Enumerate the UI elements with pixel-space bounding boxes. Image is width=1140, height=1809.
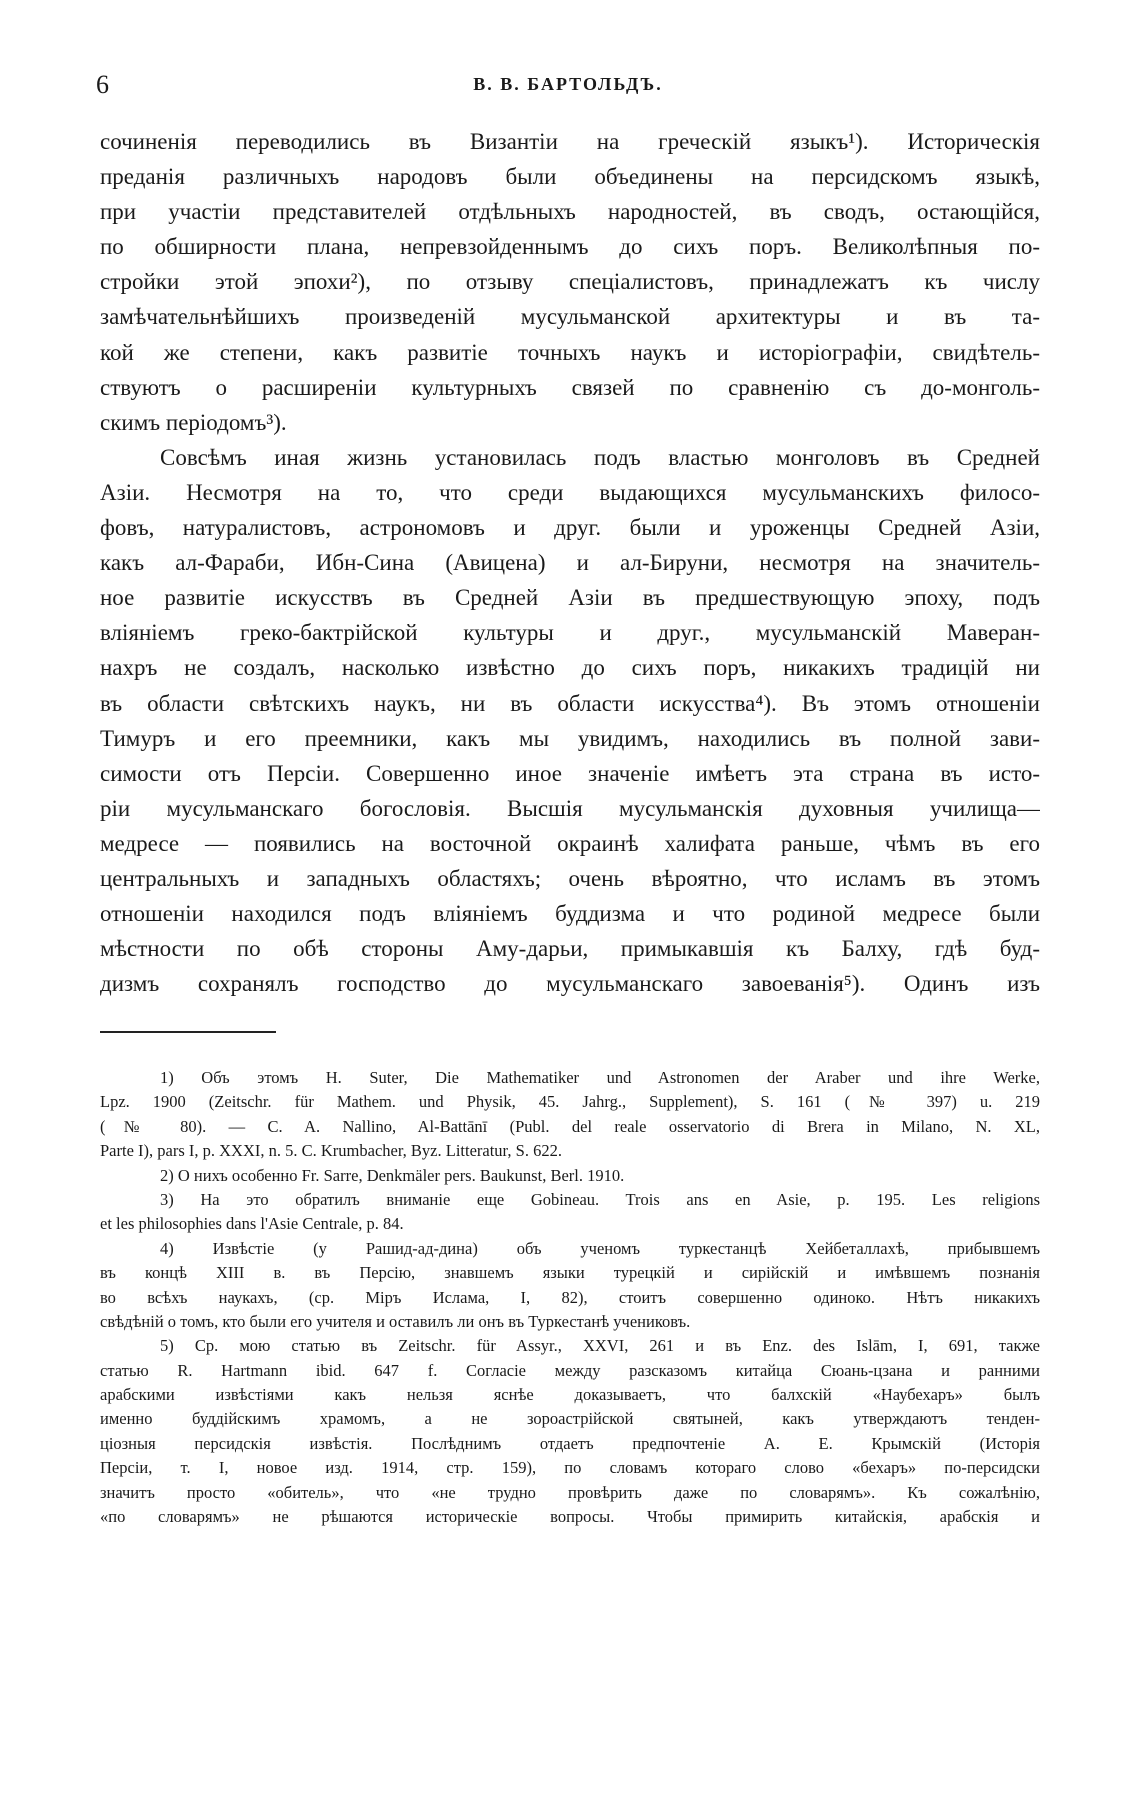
text-line: медресе — появились на восточной окраинѣ халифата раньше, чѣмъ въ его <box>100 830 1040 856</box>
footnote-line: «по словарямъ» не рѣшаются историческіе вопросы. Чтобы примирить китайскія, арабскія и <box>100 1507 1040 1527</box>
footnote-line: значитъ просто «обитель», что «не трудно провѣрить даже по словарямъ». Къ сожалѣнію, <box>100 1482 1040 1502</box>
footnote-line: Parte I), pars I, p. XXXI, n. 5. C. Krumbacher, Byz. Litteratur, S. 622. <box>100 1141 562 1161</box>
footnote-line: 2) О нихъ особенно Fr. Sarre, Denkmäler pers. Baukunst, Berl. 1910. <box>160 1165 625 1185</box>
footnote-line: 4) Извѣстіе (у Рашид-ад-дина) объ ученомъ туркестанцѣ Хейбеталлахѣ, прибывшемъ <box>160 1238 1040 1258</box>
text-line: Совсѣмъ иная жизнь установилась подъ властью монголовъ въ Средней <box>160 444 1040 470</box>
footnotes <box>100 1066 1040 1529</box>
footnote-divider <box>100 1031 276 1033</box>
text-line: отношеніи находился подъ вліяніемъ буддизма и что родиной медресе были <box>100 901 1040 927</box>
page-header <box>96 70 1040 100</box>
text-line: ное развитіе искусствъ въ Средней Азіи въ предшествующую эпоху, подъ <box>100 585 1040 611</box>
page-number: 6 <box>96 70 109 99</box>
footnote-line: во всѣхъ наукахъ, (ср. Міръ Ислама, I, 82), стоитъ совершенно одиноко. Нѣтъ никакихъ <box>100 1287 1040 1307</box>
footnote-line: et les philosophies dans l'Asie Centrale, p. 84. <box>100 1214 404 1234</box>
text-line: преданія различныхъ народовъ были объединены на персидскомъ языкѣ, <box>100 164 1040 190</box>
text-line: дизмъ сохранялъ господство до мусульманскаго завоеванія⁵). Одинъ изъ <box>100 971 1040 997</box>
footnote-line: арабскими извѣстіями какъ нельзя яснѣе доказываетъ, что балхскій «Наубехаръ» былъ <box>100 1385 1040 1405</box>
footnote-line: ціозныя персидскія извѣстія. Послѣднимъ отдаетъ предпочтеніе А. Е. Крымскій (Исторія <box>100 1433 1040 1453</box>
text-line: какъ ал-Фараби, Ибн-Сина (Авицена) и ал-Бируни, несмотря на значитель- <box>100 550 1040 576</box>
text-line: стройки этой эпохи²), по отзыву спеціалистовъ, принадлежатъ къ числу <box>100 269 1040 295</box>
footnote-line: въ концѣ XIII в. въ Персію, знавшемъ языки турецкій и сирійскій и имѣвшемъ познанія <box>100 1263 1040 1283</box>
text-line: вліяніемъ греко-бактрійской культуры и друг., мусульманскій Маверан- <box>100 620 1040 646</box>
footnote-line: 3) На это обратилъ вниманіе еще Gobineau. Trois ans en Asie, p. 195. Les religions <box>160 1189 1040 1209</box>
text-line: Азіи. Несмотря на то, что среди выдающихся мусульманскихъ филосо- <box>100 479 1040 505</box>
text-line: фовъ, натуралистовъ, астрономовъ и друг. были и уроженцы Средней Азіи, <box>100 515 1040 541</box>
text-line: по обширности плана, непревзойденнымъ до сихъ поръ. Великолѣпныя по- <box>100 234 1040 260</box>
text-line: Тимуръ и его преемники, какъ мы увидимъ, находились въ полной зави- <box>100 725 1040 751</box>
footnote-line: 1) Объ этомъ H. Suter, Die Mathematiker und Astronomen der Araber und ihre Werke, <box>160 1068 1040 1087</box>
text-line: ствуютъ о расширеніи культурныхъ связей по сравненію съ до-монголь- <box>100 374 1040 400</box>
text-line: ріи мусульманскаго богословія. Высшія мусульманскія духовныя училища— <box>100 795 1040 821</box>
text-line: центральныхъ и западныхъ областяхъ; очень вѣроятно, что исламъ въ этомъ <box>100 865 1040 891</box>
footnote-line: (№ 80). — C. A. Nallino, Al-Battānī (Publ. del reale osservatorio di Brera in Milano, N. XL, <box>100 1116 1040 1136</box>
text-line: симости отъ Персіи. Совершенно иное значеніе имѣетъ эта страна въ исто- <box>100 760 1040 786</box>
text-line: сочиненія переводились въ Византіи на греческій языкъ¹). Историческія <box>100 129 1040 154</box>
footnote-line: Lpz. 1900 (Zeitschr. für Mathem. und Physik, 45. Jahrg., Supplement), S. 161 (№ 397) u. 219 <box>100 1092 1040 1112</box>
text-line: замѣчательнѣйшихъ произведеній мусульманской архитектуры и въ та- <box>100 304 1040 330</box>
footnote-line: 5) Ср. мою статью въ Zeitschr. für Assyr., XXVI, 261 и въ Enz. des Islām, I, 691, также <box>160 1336 1040 1356</box>
running-title: В. В. БАРТОЛЬДЪ. <box>473 74 663 94</box>
text-line: мѣстности по обѣ стороны Аму-дарьи, примыкавшія къ Балху, гдѣ буд- <box>100 936 1040 962</box>
footnote-line: свѣдѣній о томъ, кто были его учителя и оставилъ ли онъ въ Туркестанѣ учениковъ. <box>100 1311 691 1331</box>
footnote-line: Персіи, т. I, новое изд. 1914, стр. 159), по словамъ котораго слово «бехаръ» по-персидски <box>100 1458 1040 1478</box>
text-line: скимъ періодомъ³). <box>100 409 287 435</box>
text-line: нахръ не создалъ, насколько извѣстно до сихъ поръ, никакихъ традицій ни <box>100 655 1040 681</box>
footnote-line: именно буддійскимъ храмомъ, а не зороастрійской святыней, какъ утверждаютъ тенден- <box>100 1409 1040 1429</box>
footnote-line: статью R. Hartmann ibid. 647 f. Согласіе между разсказомъ китайца Сюань-цзана и ранними <box>100 1360 1040 1380</box>
text-line: въ области свѣтскихъ наукъ, ни въ области искусства⁴). Въ этомъ отношеніи <box>100 690 1040 716</box>
text-line: при участіи представителей отдѣльныхъ народностей, въ сводъ, остающійся, <box>100 199 1040 225</box>
text-line: кой же степени, какъ развитіе точныхъ наукъ и исторіографіи, свидѣтель- <box>100 339 1040 365</box>
main-text <box>100 124 1040 1001</box>
